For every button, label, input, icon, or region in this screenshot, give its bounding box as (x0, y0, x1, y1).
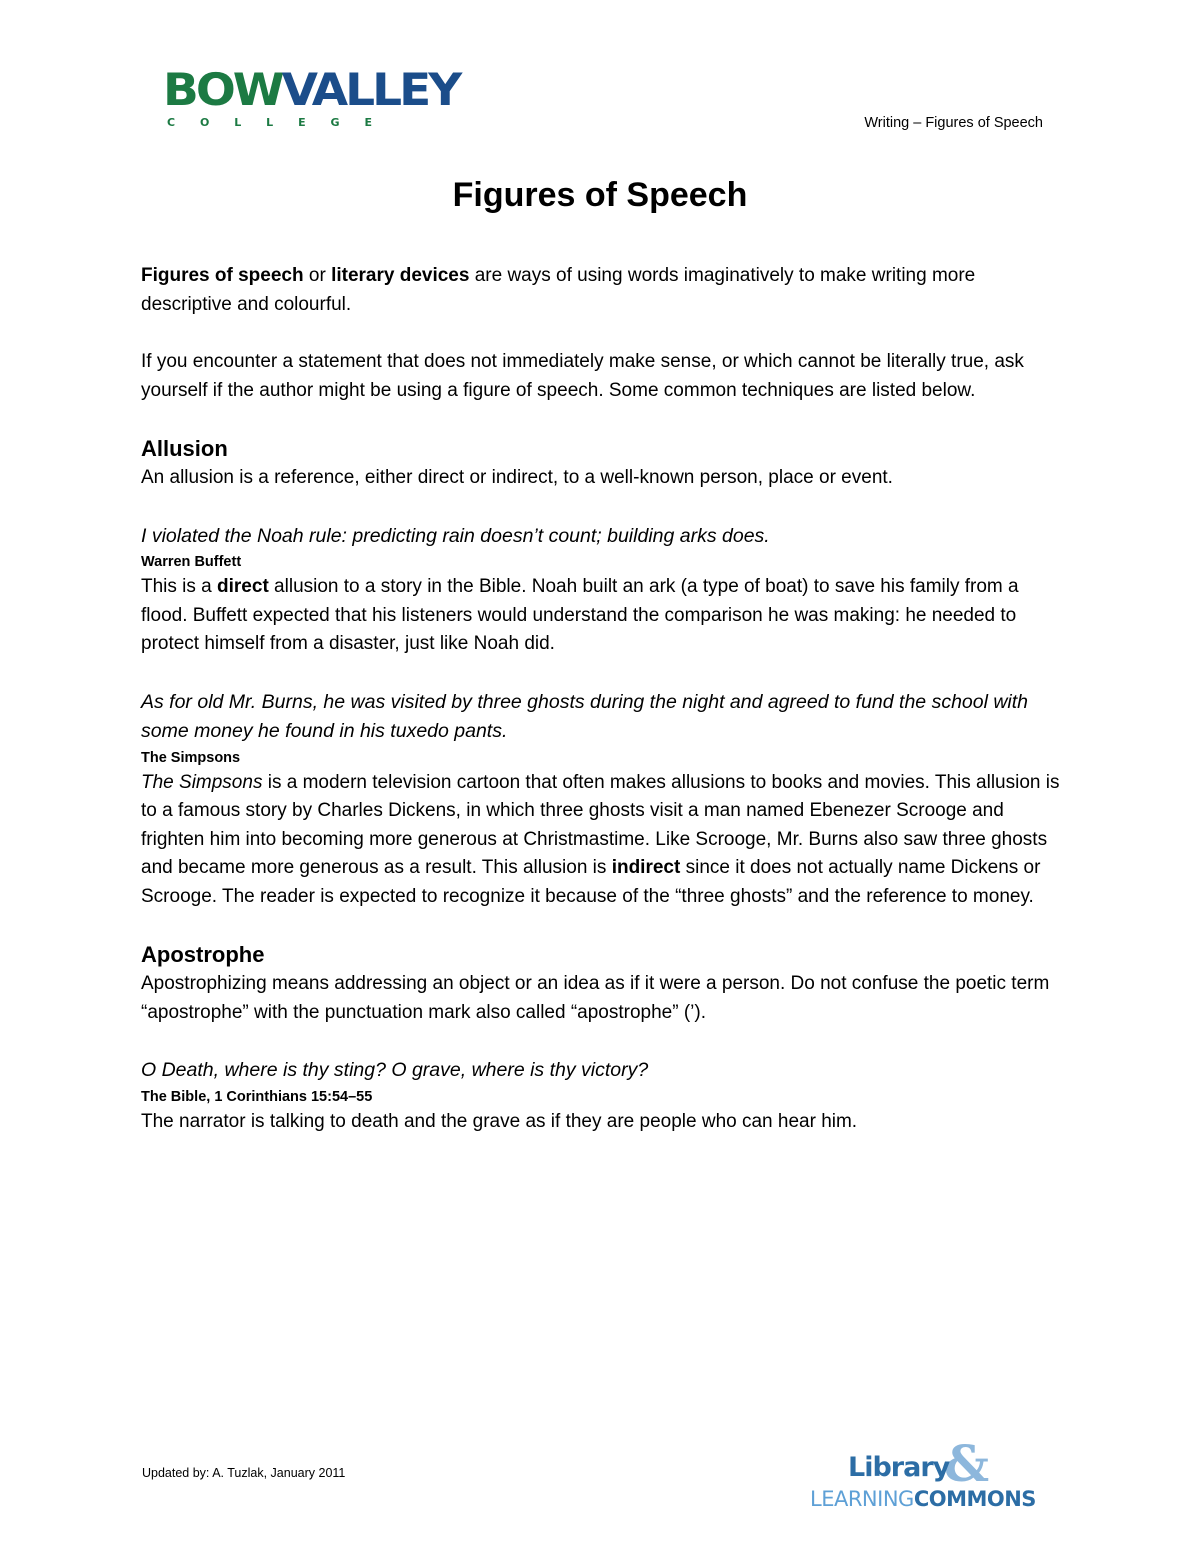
title-the-simpsons: The Simpsons (141, 771, 263, 793)
intro-paragraph-2: If you encounter a statement that does not immediately make sense, or which cannot be literally true, ask yourself if the author might be using a figure of speech. Some common techniques are listed below. (141, 351, 1024, 401)
updated-by-footer: Updated by: A. Tuzlak, January 2011 (142, 1466, 346, 1480)
logo-letter: E (364, 116, 372, 129)
logo-letter: E (298, 116, 306, 129)
logo-library-text: Library (848, 1452, 950, 1483)
intro-text: are ways of using words imaginatively to make writing more descriptive and colourful. (141, 265, 976, 315)
logo-letter: L (266, 116, 274, 129)
section-heading-allusion: Allusion (141, 436, 228, 461)
quote-source: The Simpsons (141, 749, 241, 766)
intro-paragraph-1 (141, 262, 1061, 319)
explanation-text: This is a (141, 576, 218, 597)
term-figures-of-speech: Figures of speech (141, 265, 304, 286)
allusion-definition: An allusion is a reference, either direct or indirect, to a well-known person, place or event. (141, 467, 893, 488)
logo-learning: LEARNING (810, 1487, 914, 1511)
logo-letter: G (330, 116, 340, 129)
apostrophe-explanation: The narrator is talking to death and the grave as if they are people who can hear him. (141, 1110, 858, 1132)
explanation-text: since it does not actually name Dickens or Scrooge. The reader is expected to recognize it because of the “three ghosts” and the reference to money. (141, 857, 1041, 907)
quote-source: Warren Buffett (141, 554, 242, 570)
bow-valley-college-logo (163, 64, 460, 132)
library-learning-commons-logo (808, 1434, 1068, 1515)
quote: I violated the Noah rule: predicting rain doesn’t count; building arks does. (141, 524, 770, 547)
term-literary-devices: literary devices (331, 265, 470, 286)
quote-source: The Bible, 1 Corinthians 15:54–55 (141, 1088, 373, 1105)
explanation-text: is a modern television cartoon that often makes allusions to books and movies. This allusion is to a famous story by Charles Dickens, in which three ghosts visit a man named Ebenezer Scrooge and frighten him into becoming more generous at Christmastime. Like Scrooge, Mr. Burns also saw three ghosts and became more generous as a result. This allusion is (141, 771, 1060, 878)
apostrophe-definition: Apostrophizing means addressing an object or an idea as if it were a person. Do not confuse the poetic term “apostrophe” with the punctuation mark also called “apostrophe” (’). (141, 973, 1050, 1023)
logo-bow: BOW (163, 64, 282, 117)
allusion-explanation-1 (141, 573, 1061, 659)
term-direct: direct (217, 576, 269, 597)
quote: O Death, where is thy sting? O grave, where is thy victory? (141, 1059, 649, 1081)
quote: As for old Mr. Burns, he was visited by three ghosts during the night and agreed to fund the school with some money he found in his tuxedo pants. (141, 690, 1029, 742)
term-indirect: indirect (611, 857, 681, 878)
logo-wordmark (163, 64, 460, 117)
explanation-text: allusion to a story in the Bible. Noah built an ark (a type of boat) to save his family from a flood. Buffett expected that his listeners would understand the comparison he was making: he needed to protect himself from a disaster, just like Noah did. (141, 576, 1019, 654)
intro-text: or (303, 265, 332, 286)
logo-learning-commons-text (810, 1487, 1036, 1511)
ampersand-glyph: & (944, 1434, 990, 1493)
logo-letter: C (167, 116, 176, 129)
allusion-explanation-2 (141, 769, 1061, 912)
page-title: Figures of Speech (452, 176, 748, 214)
running-header: Writing – Figures of Speech (864, 115, 1043, 131)
logo-letter: L (234, 116, 242, 129)
logo-college (163, 116, 372, 129)
logo-valley: VALLEY (281, 64, 460, 117)
document-body (141, 262, 1061, 1136)
section-heading-apostrophe: Apostrophe (141, 942, 265, 967)
logo-commons: COMMONS (913, 1487, 1036, 1511)
logo-letter: O (199, 116, 210, 129)
